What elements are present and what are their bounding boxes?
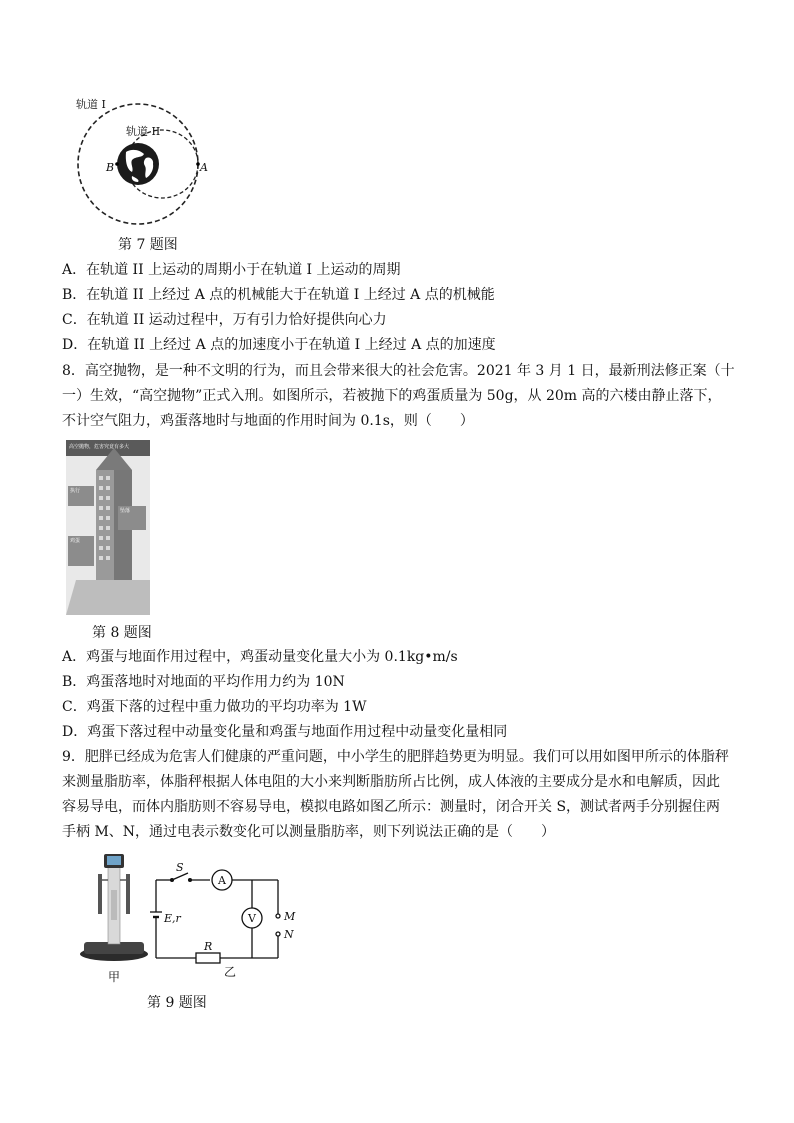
q8-option-a: A．鸡蛋与地面作用过程中，鸡蛋动量变化量大小为 0.1kg•m/s bbox=[62, 649, 458, 665]
q9-stem-line-1: 9．肥胖已经成为危害人们健康的严重问题，中小学生的肥胖趋势更为明显。我们可以用如图甲所示的体脂秤 bbox=[62, 749, 729, 765]
q8-option-b: B．鸡蛋落地时对地面的平均作用力约为 10N bbox=[62, 674, 345, 690]
q7-orbit-figure bbox=[70, 92, 220, 237]
orbit-1-label: 轨道 I bbox=[76, 98, 106, 111]
q8-option-d: D．鸡蛋下落过程中动量变化量和鸡蛋与地面作用过程中动量变化量相同 bbox=[62, 724, 508, 740]
orbit-2-label: 轨道 II bbox=[126, 125, 161, 138]
q8-option-c: C．鸡蛋下落的过程中重力做功的平均功率为 1W bbox=[62, 699, 367, 715]
q7-option-d: D．在轨道 II 上经过 A 点的加速度小于在轨道 I 上经过 A 点的加速度 bbox=[62, 337, 496, 353]
source-label: E,r bbox=[164, 912, 181, 925]
q8-stem-line-3: 不计空气阻力，鸡蛋落地时与地面的作用时间为 0.1s，则（ ） bbox=[62, 413, 474, 429]
switch-icon bbox=[172, 873, 188, 880]
label-yi: 乙 bbox=[224, 965, 237, 979]
q9-body-fat-scale-photo bbox=[78, 850, 150, 970]
terminal-m-label: M bbox=[284, 910, 296, 923]
q8-photo-tag-1: 执行 bbox=[70, 488, 81, 494]
resistor-icon bbox=[196, 953, 220, 963]
q7-option-c: C．在轨道 II 运动过程中，万有引力恰好提供向心力 bbox=[62, 312, 387, 328]
q9-caption: 第 9 题图 bbox=[147, 995, 207, 1011]
q7-caption: 第 7 题图 bbox=[118, 237, 178, 253]
q9-stem-line-4: 手柄 M、N，通过电表示数变化可以测量脂肪率，则下列说法正确的是（ ） bbox=[62, 824, 556, 840]
q9-stem-line-2: 来测量脂肪率，体脂秤根据人体电阻的大小来判断脂肪所占比例，成人体液的主要成分是水和电解质，因此 bbox=[62, 774, 720, 790]
q8-photo-banner: 高空抛物，危害究竟有多大 bbox=[69, 444, 130, 450]
q8-photo-tag-3: 鸡蛋 bbox=[70, 538, 81, 544]
point-b-label: B bbox=[106, 161, 115, 174]
q8-caption: 第 8 题图 bbox=[92, 625, 152, 641]
terminal-n-icon bbox=[276, 932, 280, 936]
q8-stem-line-2: 一）生效，“高空抛物”正式入刑。如图所示，若被抛下的鸡蛋质量为 50g，从 20m 高的六楼由静止落下， bbox=[62, 388, 722, 404]
ammeter-label: A bbox=[218, 874, 226, 887]
q9-label-jia: 甲 bbox=[108, 970, 121, 984]
point-a-label: A bbox=[200, 161, 208, 174]
q9-circuit-diagram bbox=[150, 860, 320, 980]
terminal-m-icon bbox=[276, 914, 280, 918]
q8-building-photo bbox=[66, 440, 150, 615]
q8-stem-line-1: 8．高空抛物，是一种不文明的行为，而且会带来很大的社会危害。2021 年 3 月 1 日，最新刑法修正案（十 bbox=[62, 363, 735, 379]
terminal-n-label: N bbox=[284, 928, 294, 941]
resistor-label: R bbox=[204, 940, 213, 953]
q8-photo-tag-2: 坠落 bbox=[120, 508, 131, 514]
voltmeter-label: V bbox=[248, 912, 256, 925]
switch-label: S bbox=[176, 861, 184, 874]
q7-option-b: B．在轨道 II 上经过 A 点的机械能大于在轨道 I 上经过 A 点的机械能 bbox=[62, 287, 495, 303]
q9-stem-line-3: 容易导电，而体内脂肪则不容易导电，模拟电路如图乙所示：测量时，闭合开关 S，测试者两手分别握住两 bbox=[62, 799, 721, 815]
q7-option-a: A．在轨道 II 上运动的周期小于在轨道 I 上运动的周期 bbox=[62, 262, 401, 278]
